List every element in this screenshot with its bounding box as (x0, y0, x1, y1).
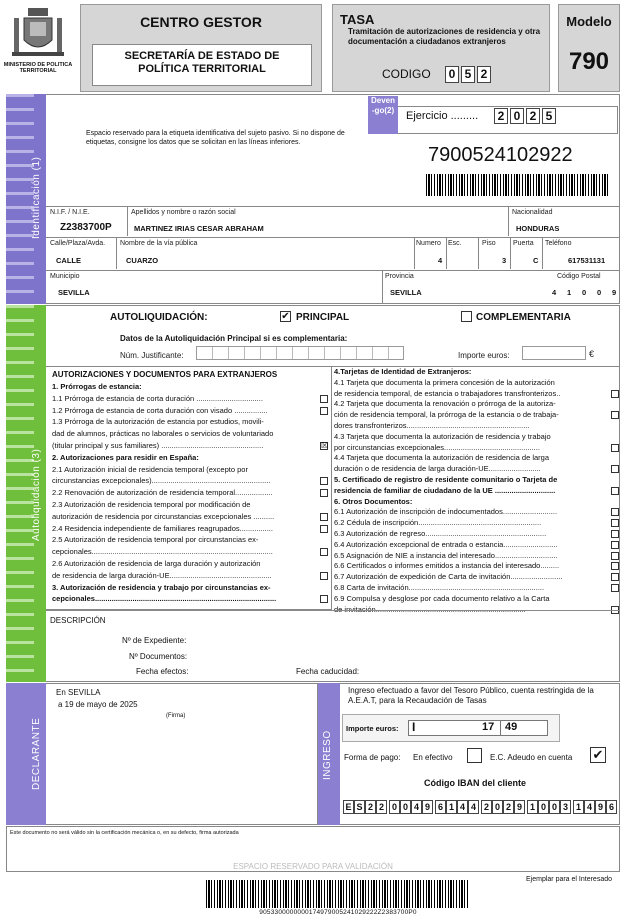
cp-digit: 0 (582, 288, 587, 297)
fecha-efectos-label: Fecha efectos: (136, 667, 189, 676)
checklist-checkbox[interactable] (611, 508, 619, 516)
checklist-checkbox[interactable] (611, 465, 619, 473)
iban-char-cell: 9 (514, 800, 525, 814)
label-instructions: Espacio reservado para la etiqueta identificativa del sujeto pasivo. Si no dispone de etiquetas, consigne los datos que se solicitan en las líneas inferiores. (86, 130, 345, 146)
telefono-label: Teléfono (545, 240, 572, 247)
divider (46, 610, 620, 611)
checklist-row-label: 3. Autorización de residencia y trabajo por circunstancias ex- (52, 582, 271, 592)
iban-char-cell: 4 (457, 800, 468, 814)
iban-char-cell: 9 (595, 800, 606, 814)
nombre-label: Apellidos y nombre o razón social (131, 209, 236, 216)
declarante-fecha: a 19 de mayo de 2025 (58, 700, 138, 709)
checklist-checkbox[interactable] (611, 530, 619, 538)
checklist-checkbox[interactable] (611, 541, 619, 549)
puerta-value: C (533, 256, 539, 265)
iban-char-cell: 0 (400, 800, 411, 814)
checklist-row-label: 1.1 Prórroga de estancia de corta duración ................................ (52, 393, 263, 403)
autorizaciones-title: AUTORIZACIONES Y DOCUMENTOS PARA EXTRANJEROS (52, 370, 278, 379)
importe-field (408, 720, 548, 736)
iban-char-cell: 1 (527, 800, 538, 814)
cp-digit: 1 (567, 288, 572, 297)
importe-euros-input[interactable] (522, 346, 586, 360)
iban-char-cell: 2 (376, 800, 387, 814)
checklist-row-label: 2.2 Renovación de autorización de residencia temporal.................. (52, 488, 273, 498)
checklist-row-label: ción de residencia temporal, la prórroga de la estancia o de trabaja- (334, 410, 559, 420)
checklist-row-label: 1.3 Prórroga de la autorización de estancia por estudios, movili- (52, 417, 264, 427)
nacionalidad-value: HONDURAS (516, 224, 560, 233)
checklist-row-label: 6.9 Compulsa y desglose por cada documento relativo a la Carta (334, 593, 550, 603)
declarante-lugar: En SEVILLA (56, 688, 101, 697)
principal-checkbox[interactable]: ✔ (281, 311, 290, 322)
divider (116, 237, 117, 269)
checklist-checkbox[interactable] (320, 477, 328, 485)
adeudo-checkbox[interactable]: ✔ (590, 747, 606, 763)
footer-barcode-number: 9053300000000174979005241029222Z2383700P0 (259, 909, 417, 916)
checklist-row-label: 6.8 Carta de invitación................................................................. (334, 583, 545, 592)
checklist-row-label: 2.6 Autorización de residencia de larga duración y autorización (52, 559, 261, 568)
codigo-digit: 0 (445, 66, 459, 83)
checklist-row-label: cepcionales....................................................................................... (52, 547, 273, 557)
checklist-checkbox[interactable] (611, 519, 619, 527)
checklist-checkbox[interactable] (320, 525, 328, 533)
piso-value: 3 (502, 256, 507, 265)
importe-decimales: 49 (505, 721, 518, 733)
importe-euros-label: Importe euros: (458, 351, 510, 360)
checklist-checkbox[interactable] (320, 395, 328, 403)
via-label: Nombre de la vía pública (120, 240, 198, 247)
iban-char-cell: 2 (365, 800, 376, 814)
iban-char-cell: 4 (411, 800, 422, 814)
fecha-caducidad-label: Fecha caducidad: (296, 667, 360, 676)
checklist-row-label: 2.5 Autorización de residencia temporal por circunstancias ex- (52, 535, 259, 545)
checklist-row-label: 6.5 Asignación de NIE a instancia del interesado.............................. (334, 550, 558, 560)
validity-note: Este documento no será válido sin la certificación mecánica o, en su defecto, firma autorizada (10, 830, 239, 836)
datos-principal-label: Datos de la Autoliquidación Principal si es complementaria: (120, 334, 348, 343)
divider (46, 270, 620, 271)
provincia-label: Provincia (385, 273, 414, 280)
reserved-space-label: ESPACIO RESERVADO PARA VALIDACIÓN (233, 862, 393, 871)
checklist-row-label: duración o de residencia de larga duración-UE......................... (334, 464, 541, 474)
declarante-label: DECLARANTE (31, 717, 42, 791)
checklist-row-label: dad de alumnos, prácticas no laborales o servicios de voluntariado (52, 429, 274, 439)
nif-label: N.I.F. / N.I.E. (50, 209, 90, 216)
telefono-value: 617531131 (568, 256, 606, 265)
iban-char-cell: 3 (560, 800, 571, 814)
ingreso-text: Ingreso efectuado a favor del Tesoro Público, cuenta restringida de la A.E.A.T, para la Recaudación de Tasas (348, 686, 594, 705)
iban-char-cell: 2 (481, 800, 492, 814)
iban-char-cell: 0 (492, 800, 503, 814)
checklist-row-label: 2.1 Autorización inicial de residencia temporal (excepto por (52, 464, 248, 474)
identificacion-label: Identificación (1) (31, 156, 42, 240)
centro-gestor-title: CENTRO GESTOR (140, 14, 262, 30)
expediente-label: Nº de Expediente: (122, 636, 187, 645)
checklist-checkbox[interactable] (320, 548, 328, 556)
firma-label: (Firma) (166, 713, 186, 719)
iban-char-cell: 1 (573, 800, 584, 814)
ejercicio-digit: 2 (494, 108, 508, 124)
checklist-row-label: 6. Otros Documentos: (334, 496, 413, 506)
autoliquidacion-rings (6, 305, 34, 682)
coat-of-arms-icon (6, 6, 70, 62)
numero-value: 4 (438, 256, 443, 265)
iban-char-cell: 0 (538, 800, 549, 814)
autoliquidacion-title: AUTOLIQUIDACIÓN: (110, 312, 208, 323)
divider (46, 206, 620, 207)
provincia-value: SEVILLA (390, 288, 422, 297)
checklist-checkbox[interactable] (611, 573, 619, 581)
tasa-description: Tramitación de autorizaciones de residencia y otra documentación a ciudadanos extranjeros (348, 27, 541, 46)
divider (510, 237, 511, 269)
checklist-row-label: 4.1 Tarjeta que documenta la primera concesión de la autorización (334, 377, 555, 387)
efectivo-checkbox[interactable] (467, 748, 482, 763)
devengo-label: Deven-go(2) (370, 96, 395, 115)
checklist-checkbox[interactable] (611, 487, 619, 495)
checklist-row-label: 6.7 Autorización de expedición de Carta de invitación......................... (334, 572, 563, 582)
divider (542, 237, 543, 269)
checklist-checkbox[interactable] (611, 584, 619, 592)
complementaria-label: COMPLEMENTARIA (476, 312, 571, 323)
numero-label: Numero (416, 240, 441, 247)
descripcion-label: DESCRIPCIÓN (50, 616, 106, 625)
footer-barcode (206, 880, 470, 908)
checklist-row-label: de residencia de larga duración-UE................................................. (52, 570, 272, 580)
piso-label: Piso (482, 240, 496, 247)
justificante-barcode (426, 174, 608, 196)
checklist-checkbox[interactable] (320, 513, 328, 521)
checklist-row-label: 1.2 Prórroga de estancia de corta duración con visado ................ (52, 405, 268, 415)
checklist-row-label: 4.3 Tarjeta que documenta la autorización de residencia y trabajo (334, 431, 551, 441)
ejercicio-label: Ejercicio ......... (406, 110, 479, 122)
modelo-number: 790 (568, 48, 610, 75)
adeudo-label: E.C. Adeudo en cuenta (490, 753, 573, 762)
checklist-checkbox[interactable] (611, 562, 619, 570)
checklist-row-label: 6.1 Autorización de inscripción de indocumentados.......................... (334, 507, 558, 517)
iban-char-cell: 2 (503, 800, 514, 814)
euro-sign: € (589, 349, 595, 359)
justificante-number: 7900524102922 (428, 144, 573, 166)
divider (414, 237, 415, 269)
checklist-row-label: 6.4 Autorización excepcional de entrada o estancia.......................... (334, 539, 558, 549)
nacionalidad-label: Nacionalidad (512, 209, 553, 216)
ejercicio-digit: 0 (510, 108, 524, 124)
checklist-checkbox[interactable] (320, 595, 328, 603)
esc-label: Esc. (448, 240, 462, 247)
iban-char-cell: 1 (446, 800, 457, 814)
identificacion-rings (6, 94, 34, 304)
divider (508, 206, 509, 236)
iban-char-cell: 4 (468, 800, 479, 814)
checklist-row-label: por circunstancias excepcionales.............................................. (334, 442, 540, 452)
iban-char-cell: 6 (606, 800, 617, 814)
codigo-label: CODIGO (382, 67, 431, 81)
checklist-row-label: 4.2 Tarjeta que documenta la renovación o prórroga de la autoriza- (334, 399, 556, 409)
checklist-row-label: cepcionales....................................................................................... (52, 594, 277, 604)
secretaria-name: SECRETARÍA DE ESTADO DE POLÍTICA TERRITORIAL (124, 50, 280, 75)
ingreso-label: INGRESO (322, 730, 333, 780)
checklist-row-label: 6.2 Cédula de inscripción........................................................... (334, 518, 542, 528)
calle-value: CALLE (56, 256, 81, 265)
iban-char-cell: E (343, 800, 354, 814)
iban-char-cell: 6 (435, 800, 446, 814)
cp-digit: 0 (597, 288, 602, 297)
principal-label: PRINCIPAL (296, 312, 350, 323)
complementaria-checkbox[interactable] (461, 311, 472, 322)
decimal-divider (500, 720, 501, 736)
iban-title: Código IBAN del cliente (424, 778, 527, 788)
modelo-label: Modelo (566, 14, 612, 29)
municipio-label: Municipio (50, 273, 80, 280)
checklist-checkbox[interactable] (611, 390, 619, 398)
checklist-row-label: 4.Tarjetas de Identidad de Extranjeros: (334, 367, 472, 376)
codigo-digit: 2 (477, 66, 491, 83)
puerta-label: Puerta (513, 240, 534, 247)
autoliquidacion-label: Autoliquidación (3) (31, 448, 42, 542)
documentos-label: Nº Documentos: (129, 652, 188, 661)
divider (382, 270, 383, 304)
checklist-row-label: 2.3 Autorización de residencia temporal por modificación de (52, 500, 251, 509)
cp-digit: 4 (552, 288, 557, 297)
checklist-checkbox[interactable] (320, 489, 328, 497)
checklist-row-label: autorización de residencia por circunstancias excepcionales .......... (52, 511, 275, 521)
checklist-checkbox[interactable]: ☒ (321, 441, 329, 450)
num-justificante-label: Núm. Justificante: (120, 351, 184, 360)
num-justificante-input[interactable] (196, 346, 404, 360)
cp-digit: 9 (612, 288, 617, 297)
municipio-value: SEVILLA (58, 288, 90, 297)
checklist-row-label: de residencia temporal, de estancia o trabajadores transfronterizos.. (334, 388, 561, 398)
ejercicio-digit: 5 (542, 108, 556, 124)
checklist-checkbox[interactable] (611, 444, 619, 452)
checklist-row-label: circunstancias excepcionales)......................................................... (52, 476, 271, 486)
efectivo-label: En efectivo (413, 753, 453, 762)
checklist-row-label: 2. Autorizaciones para residir en España: (52, 452, 199, 462)
checklist-row-label: 1. Prórrogas de estancia: (52, 382, 142, 391)
ejemplar-label: Ejemplar para el Interesado (526, 876, 612, 883)
declarante-section (6, 683, 318, 825)
divider (446, 237, 447, 269)
checklist-checkbox[interactable] (611, 552, 619, 560)
divider (46, 237, 620, 238)
checklist-row-label: 6.6 Certificados o informes emitidos a instancia del interesado......... (334, 561, 560, 571)
importe-i: I (412, 720, 416, 734)
codigo-digit: 5 (461, 66, 475, 83)
tasa-title: TASA (340, 12, 375, 27)
iban-char-cell: 4 (584, 800, 595, 814)
checklist-row-label: 2.4 Residencia independiente de familiares reagrupados................ (52, 523, 273, 533)
checklist-row-label: (titular principal y sus familiares) ................................................. (52, 441, 264, 450)
iban-char-cell: 9 (422, 800, 433, 814)
checklist-row-label: 4.4 Tarjeta que documenta la autorización de residencia de larga (334, 453, 550, 463)
cp-label: Código Postal (557, 273, 601, 280)
ejercicio-digit: 2 (526, 108, 540, 124)
iban-char-cell: 0 (549, 800, 560, 814)
ministry-logo (3, 6, 73, 74)
divider (127, 206, 128, 236)
checklist-checkbox[interactable] (320, 572, 328, 580)
iban-char-cell: S (354, 800, 365, 814)
ministry-name: MINISTERIO DE POLITICA TERRITORIAL (3, 62, 73, 74)
divider (478, 237, 479, 269)
checklist-row-label: 6.3 Autorización de regreso.......................................................... (334, 529, 547, 538)
forma-pago-label: Forma de pago: (344, 753, 401, 762)
nif-value: Z2383700P (60, 222, 112, 233)
iban-char-cell: 0 (389, 800, 400, 814)
checklist-row-label: dores transfronterizos........................................................... (334, 421, 530, 430)
checklist-row-label: 5. Certificado de registro de residente comunitario o Tarjeta de (334, 475, 558, 484)
via-value: CUARZO (126, 256, 159, 265)
importe-entero: 17 (482, 721, 495, 733)
checklist-checkbox[interactable] (320, 407, 328, 415)
checklist-row-label: residencia de familiar de ciudadano de la UE ............................. (334, 485, 556, 495)
nombre-value: MARTINEZ IRIAS CESAR ABRAHAM (134, 224, 264, 233)
importe-label: Importe euros: (346, 724, 399, 733)
checklist-checkbox[interactable] (611, 411, 619, 419)
calle-label: Calle/Plaza/Avda. (50, 240, 106, 247)
